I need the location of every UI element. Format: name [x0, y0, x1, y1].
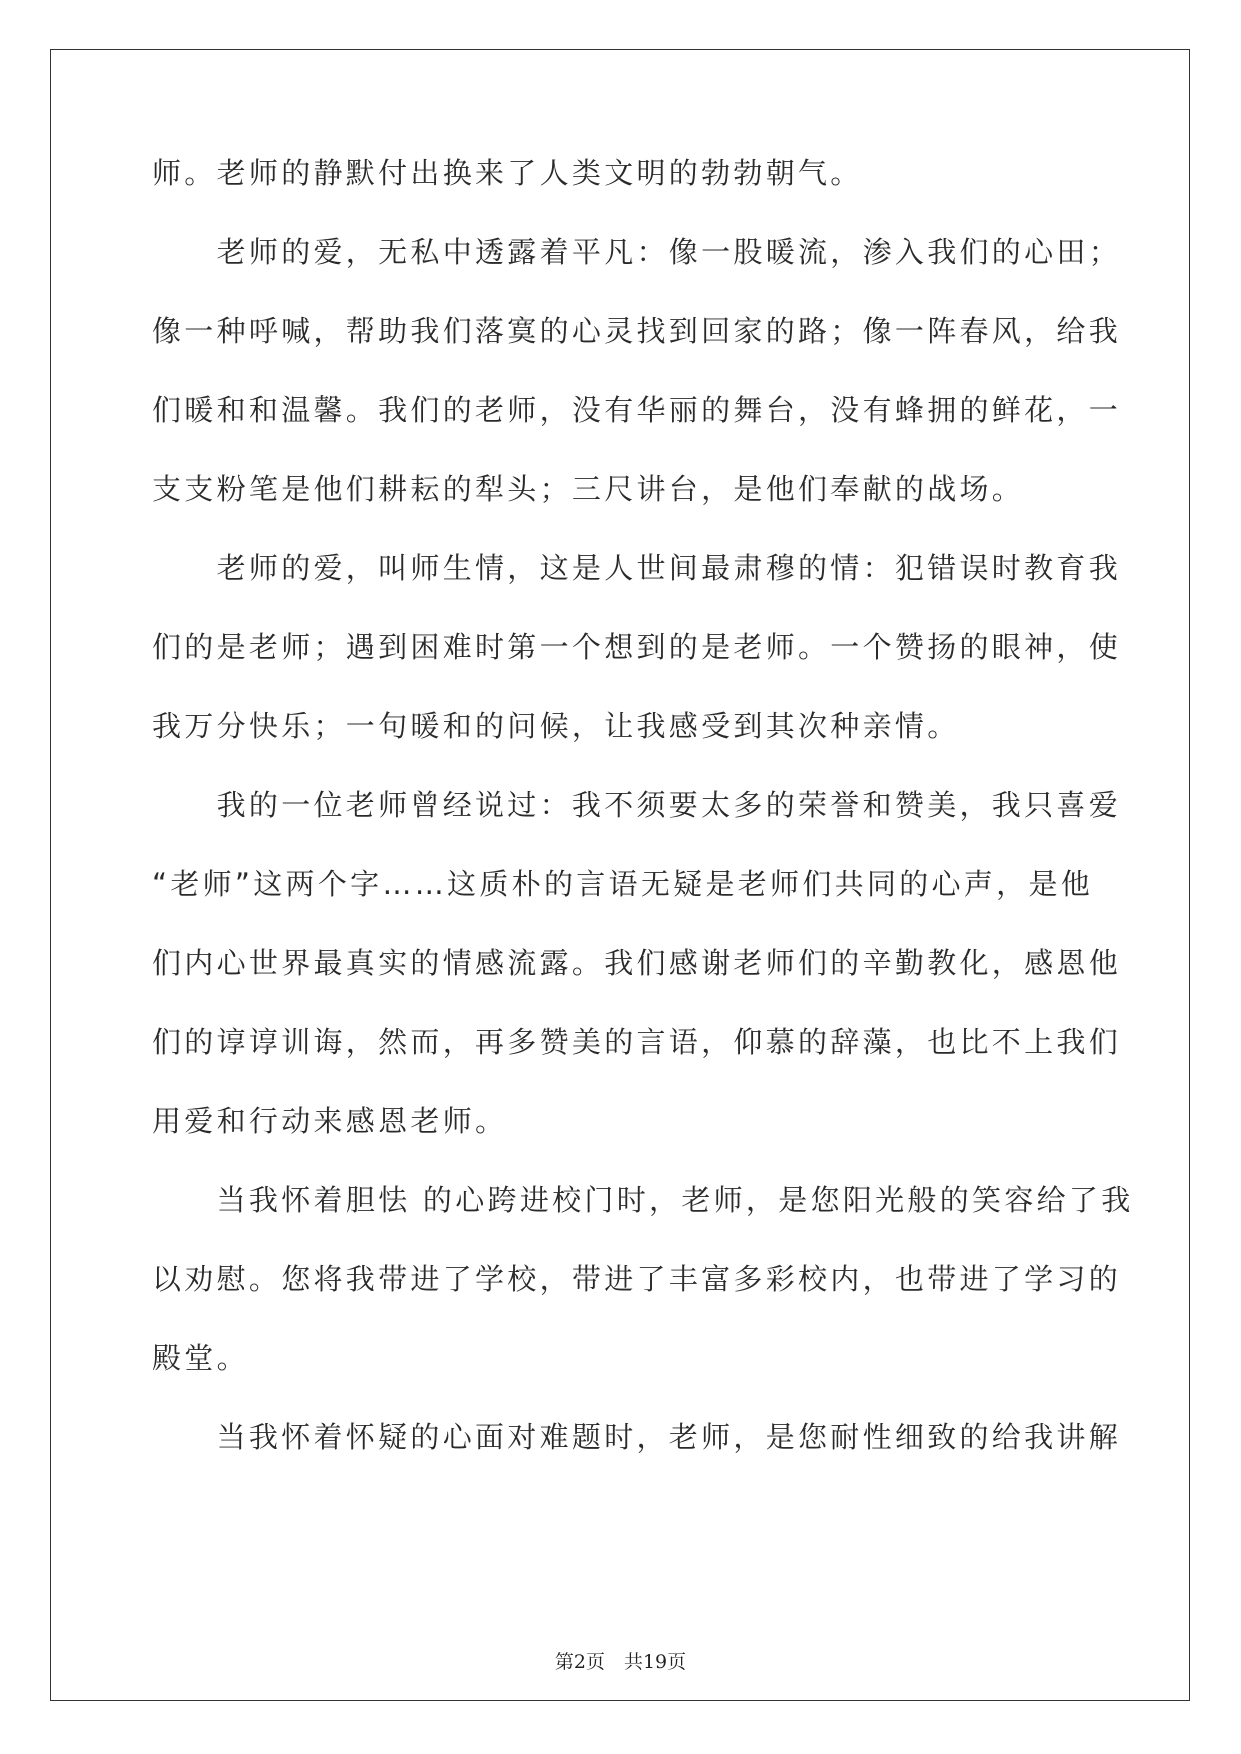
text-line: 老师的爱，叫师生情，这是人世间最肃穆的情：犯错误时教育我: [152, 551, 1122, 585]
text-line: 师。老师的静默付出换来了人类文明的勃勃朝气。: [152, 156, 863, 190]
text-line: 们暖和和温馨。我们的老师，没有华丽的舞台，没有蜂拥的鲜花，一: [152, 393, 1122, 427]
text-line: “老师”这两个字……这质朴的言语无疑是老师们共同的心声，是他: [152, 867, 1094, 901]
text-line: 殿堂。: [152, 1341, 249, 1375]
text-line: 们内心世界最真实的情感流露。我们感谢老师们的辛勤教化，感恩他: [152, 946, 1122, 980]
text-line: 我万分快乐；一句暖和的问候，让我感受到其次种亲情。: [152, 709, 960, 743]
page-number-footer: 第2页 共19页: [554, 1651, 687, 1673]
text-line: 用爱和行动来感恩老师。: [152, 1104, 508, 1138]
text-line: 我的一位老师曾经说过：我不须要太多的荣誉和赞美，我只喜爱: [152, 788, 1122, 822]
text-line: 以劝慰。您将我带进了学校，带进了丰富多彩校内，也带进了学习的: [152, 1262, 1122, 1296]
text-line: 支支粉笔是他们耕耘的犁头；三尺讲台，是他们奉献的战场。: [152, 472, 1025, 506]
text-line: 当我怀着怀疑的心面对难题时，老师，是您耐性细致的给我讲解: [152, 1420, 1122, 1454]
text-line: 像一种呼喊，帮助我们落寞的心灵找到回家的路；像一阵春风，给我: [152, 314, 1122, 348]
text-line: 当我怀着胆怯 的心跨进校门时，老师，是您阳光般的笑容给了我: [152, 1183, 1134, 1217]
text-line: 们的是老师；遇到困难时第一个想到的是老师。一个赞扬的眼神，使: [152, 630, 1122, 664]
text-line: 老师的爱，无私中透露着平凡：像一股暖流，渗入我们的心田；: [152, 235, 1122, 269]
text-line: 们的谆谆训诲，然而，再多赞美的言语，仰慕的辞藻，也比不上我们: [152, 1025, 1122, 1059]
